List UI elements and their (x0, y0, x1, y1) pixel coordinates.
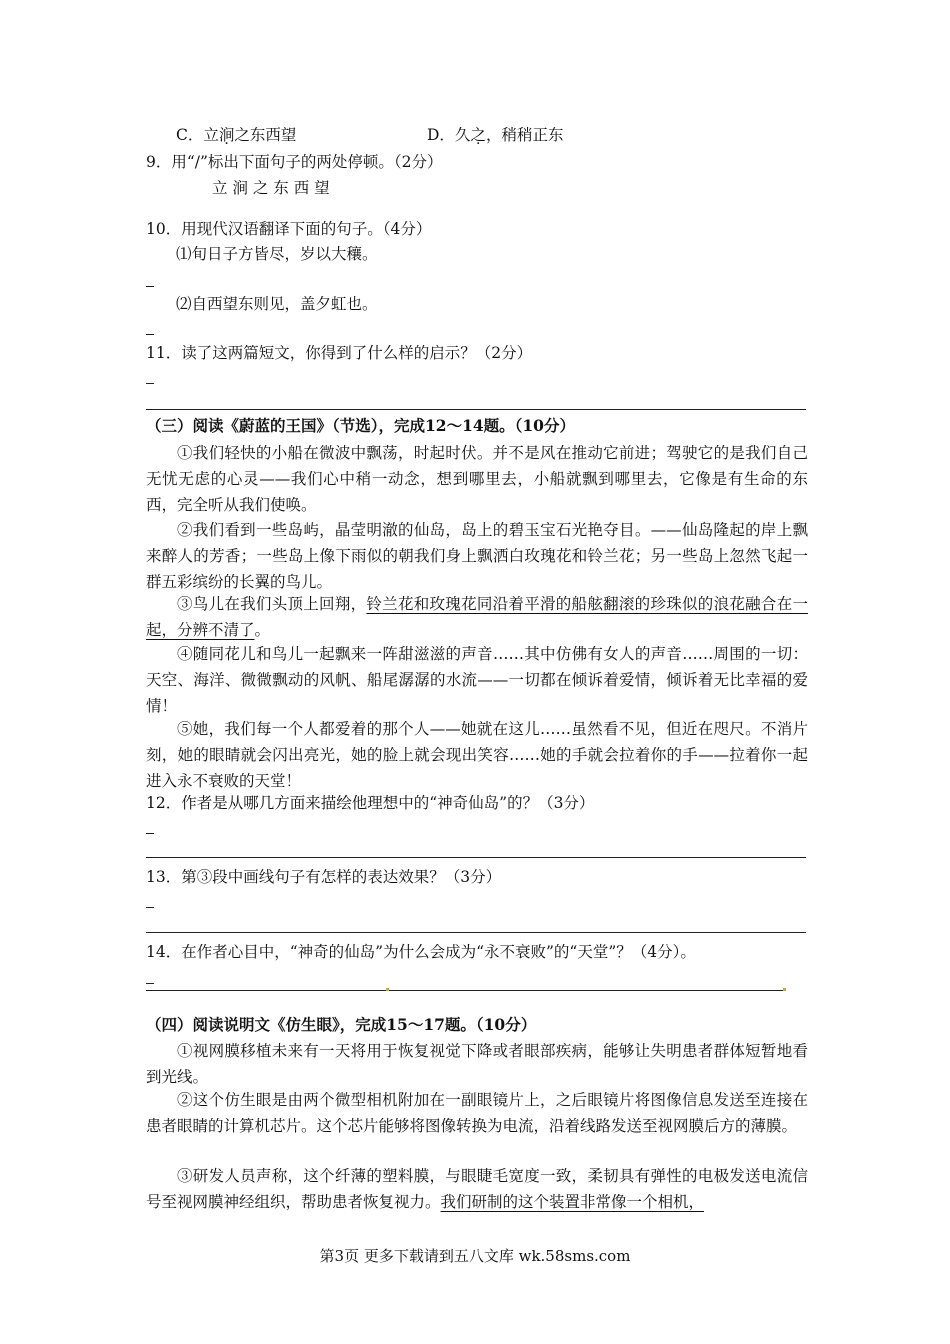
question-14: 14．在作者心目中，“神奇的仙岛”为什么会成为“永不衰败”的“天堂”？（4分）。 (146, 943, 696, 961)
page-footer: 第3页 更多下载请到五八文库 wk.58sms.com (319, 1247, 631, 1265)
question-10-sentence-2: ⑵自西望东则见，盖夕虹也。 (176, 295, 378, 313)
answer-line (146, 907, 154, 908)
question-10: 10．用现代汉语翻译下面的句子。（4分） (146, 220, 432, 238)
option-c-emphasis: 涧 (218, 126, 235, 144)
section-3-heading: （三）阅读《蔚蓝的王国》（节选），完成12～14题。（10分） (146, 416, 575, 435)
section-3-paragraph-5: ⑤她，我们每一个人都爱着的那个人——她就在这儿……虽然看不见，但近在咫尺。不消片刻，她的眼睛就会闪出亮光，她的脸上就会现出笑容……她的手就会拉着你的手——拉着你一起进入永不衰败的天堂！ (146, 720, 808, 790)
option-c-prefix: C．立 (176, 126, 219, 144)
paragraph-3-end: 。 (254, 621, 271, 639)
paragraph-3-text: ③鸟儿在我们头顶上回翔， (177, 595, 367, 613)
answer-rule (146, 990, 784, 991)
option-c-rest: 之东西望 (234, 126, 297, 144)
section-3-paragraph-2: ②我们看到一些岛屿，晶莹明澈的仙岛，岛上的碧玉宝石光艳夺目。——仙岛隆起的岸上飘来醉人的芳香；一些岛上像下雨似的朝我们身上飘洒白玫瑰花和铃兰花；另一些岛上忽然飞起一群五彩缤纷的长翼的鸟儿。 (146, 521, 808, 591)
section-4-paragraph-1: ①视网膜移植未来有一天将用于恢复视觉下降或者眼部疾病，能够让失明患者群体短暂地看到光线。 (146, 1042, 808, 1086)
answer-rule (146, 857, 806, 858)
option-d-rest: ，稍稍正东 (485, 126, 564, 144)
question-11: 11．读了这两篇短文，你得到了什么样的启示？（2分） (146, 344, 533, 362)
answer-line (146, 383, 154, 384)
section-3-paragraph-3 (146, 591, 808, 643)
option-d-prefix: D．久 (427, 126, 471, 144)
question-9-sentence: 立 涧 之 东 西 望 (212, 179, 330, 197)
section-4-paragraph-3 (146, 1163, 808, 1215)
section-4-paragraph-2: ②这个仿生眼是由两个微型相机附加在一副眼镜片上，之后眼镜片将图像信息发送至连接在患者眼睛的计算机芯片。这个芯片能够将图像转换为电流，沿着线路发送至视网膜后方的薄膜。 (146, 1091, 808, 1135)
option-c (176, 124, 296, 146)
scan-mark (783, 988, 786, 991)
scan-mark (386, 988, 389, 991)
answer-line (146, 833, 154, 834)
answer-line (146, 983, 154, 984)
question-13: 13．第③段中画线句子有怎样的表达效果？（3分） (146, 868, 502, 886)
question-12: 12．作者是从哪几方面来描绘他理想中的“神奇仙岛”的？（3分） (146, 794, 595, 812)
underlined-sentence: 我们研制的这个装置非常像一个相机， (440, 1193, 705, 1211)
answer-rule (146, 932, 806, 933)
answer-line (146, 286, 154, 287)
question-10-sentence-1: ⑴旬日子方皆尽，岁以大穰。 (176, 245, 378, 263)
paragraph-3-text: ③研发人员声称，这个纤薄的塑料膜，与眼睫毛宽度一致，柔韧具有弹性的电极发送电流信号至视网膜神经组织，帮助患者恢复视力。 (146, 1167, 808, 1211)
section-4-heading: （四）阅读说明文《仿生眼》，完成15～17题。（10分） (146, 1015, 537, 1034)
option-d-emphasis: 之 (470, 126, 486, 144)
answer-rule (146, 409, 806, 410)
option-d (427, 124, 563, 146)
question-9: 9．用“/”标出下面句子的两处停顿。（2分） (146, 153, 443, 171)
underlined-sentence: 铃兰花和玫瑰花同沿着平滑的船舷翻滚的珍珠似的浪花融合在一起，分辨不清了 (146, 595, 808, 639)
section-3-paragraph-1: ①我们轻快的小船在微波中飘荡，时起时伏。并不是风在推动它前进；驾驶它的是我们自己无忧无虑的心灵——我们心中稍一动念，想到哪里去，小船就飘到哪里去，它像是有生命的东西，完全听从我们使唤。 (146, 444, 808, 514)
section-3-paragraph-4: ④随同花儿和鸟儿一起飘来一阵甜滋滋的声音……其中仿佛有女人的声音……周围的一切：天空、海洋、微微飘动的风帆、船尾潺潺的水流——一切都在倾诉着爱情，倾诉着无比幸福的爱情！ (146, 645, 808, 715)
answer-line (146, 334, 154, 335)
